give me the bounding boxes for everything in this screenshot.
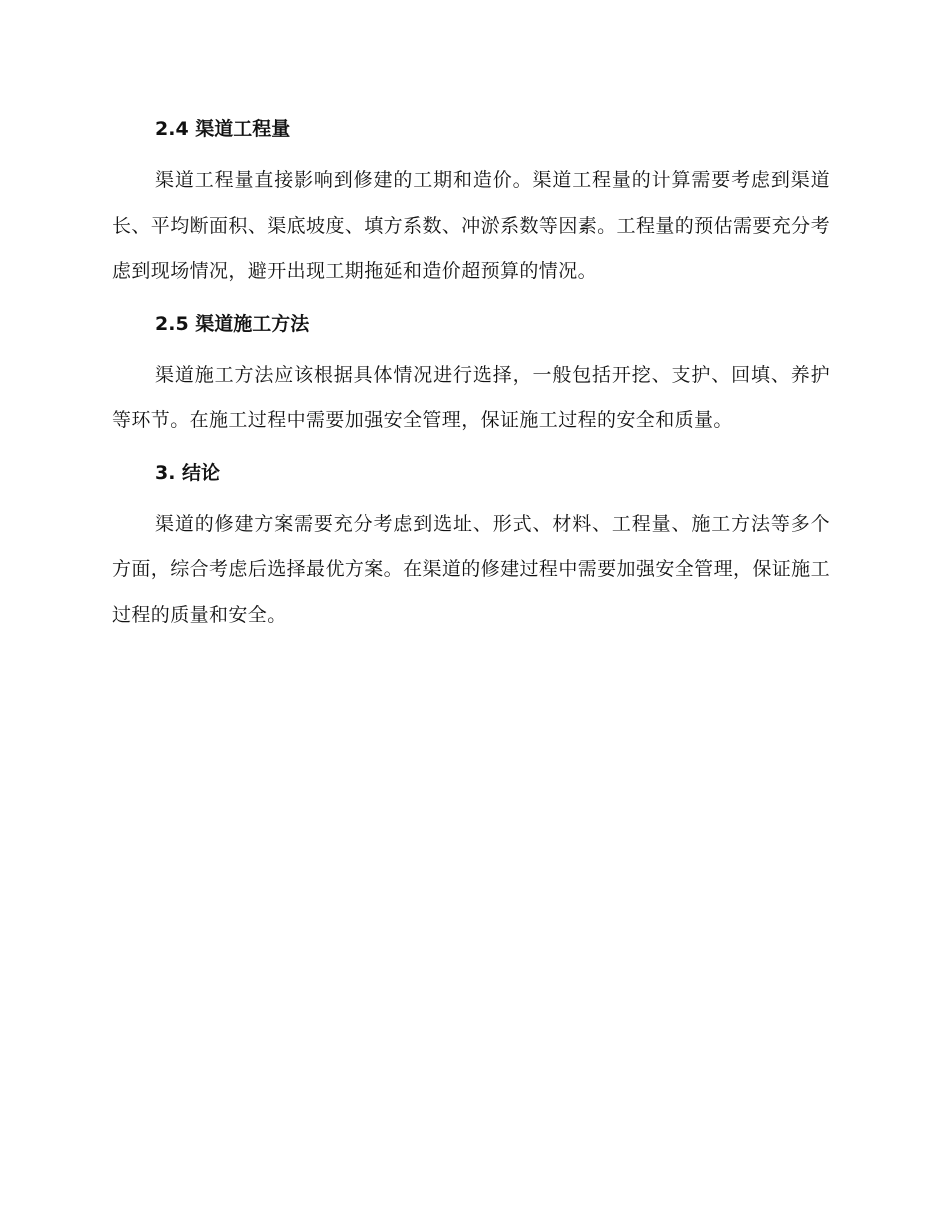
section-paragraph: 渠道施工方法应该根据具体情况进行选择，一般包括开挖、支护、回填、养护等环节。在施工过程中需要加强安全管理，保证施工过程的安全和质量。 <box>112 363 830 431</box>
section-channel-quantity <box>112 112 830 295</box>
section-heading: 2.5 渠道施工方法 <box>155 312 310 335</box>
section-heading: 2.4 渠道工程量 <box>155 118 291 140</box>
section-construction-method <box>112 307 830 444</box>
section-heading: 3. 结论 <box>155 461 221 484</box>
section-paragraph: 渠道的修建方案需要充分考虑到选址、形式、材料、工程量、施工方法等多个方面，综合考虑后选择最优方案。在渠道的修建过程中需要加强安全管理，保证施工过程的质量和安全。 <box>112 512 830 626</box>
section-paragraph: 渠道工程量直接影响到修建的工期和造价。渠道工程量的计算需要考虑到渠道长、平均断面积、渠底坡度、填方系数、冲淤系数等因素。工程量的预估需要充分考虑到现场情况，避开出现工期拖延和造价超预算的情况。 <box>112 169 830 282</box>
section-conclusion <box>112 456 830 639</box>
